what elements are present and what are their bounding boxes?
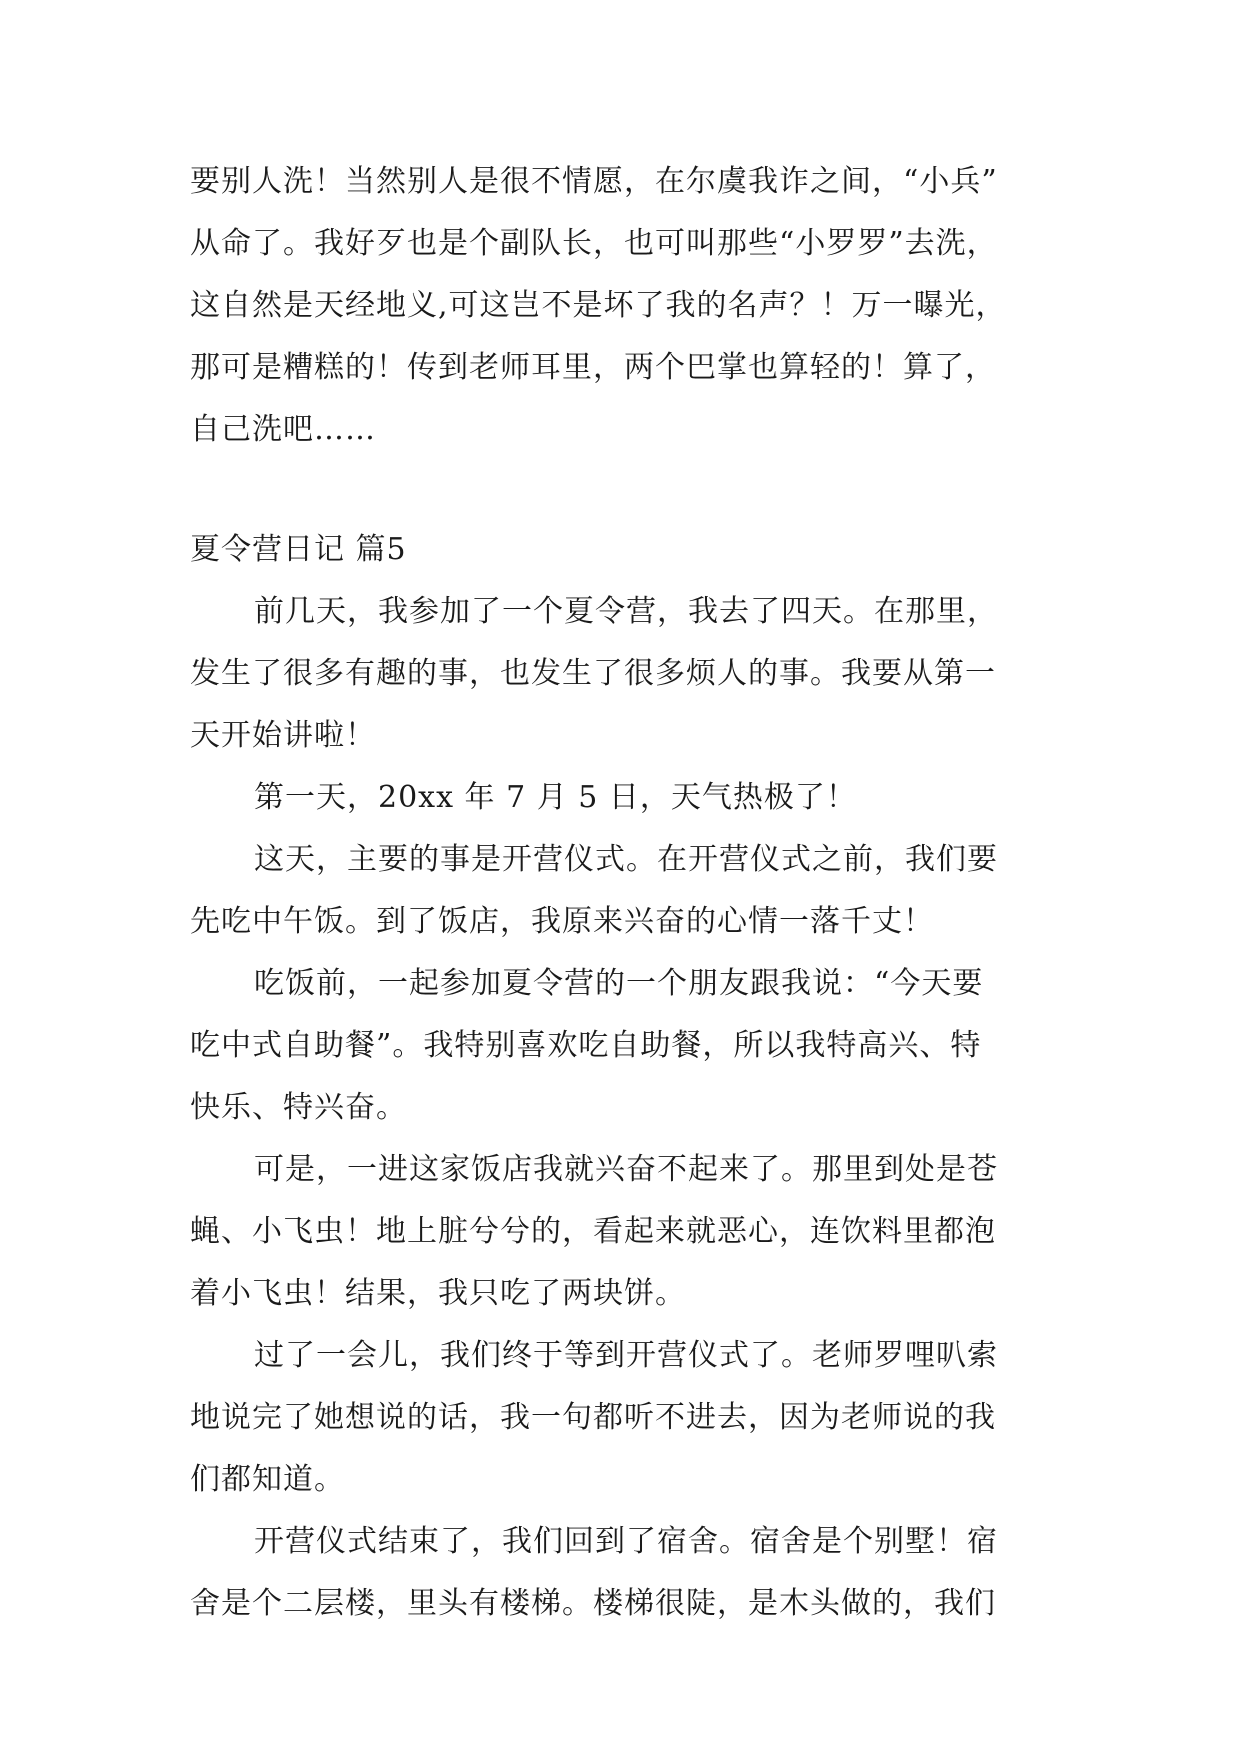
paragraph-first-line: 可是，一进这家饭店我就兴奋不起来了。那里到处是苍 xyxy=(254,1152,998,1187)
text-line: 舍是个二层楼，里头有楼梯。楼梯很陡，是木头做的，我们 xyxy=(190,1586,996,1621)
text-line: 从命了。我好歹也是个副队长，也可叫那些“小罗罗”去洗， xyxy=(190,226,998,261)
paragraph-first-line: 前几天，我参加了一个夏令营，我去了四天。在那里， xyxy=(254,594,998,629)
text-line: 蝇、小飞虫！地上脏兮兮的，看起来就恶心，连饮料里都泡 xyxy=(190,1214,996,1249)
text-line: 先吃中午饭。到了饭店，我原来兴奋的心情一落千丈！ xyxy=(190,904,934,939)
text-line: 要别人洗！当然别人是很不情愿，在尔虞我诈之间，“小兵” xyxy=(190,164,998,199)
paragraph-first-line: 开营仪式结束了，我们回到了宿舍。宿舍是个别墅！宿 xyxy=(254,1524,998,1559)
section-heading: 夏令营日记 篇5 xyxy=(190,532,407,567)
paragraph-first-line: 这天，主要的事是开营仪式。在开营仪式之前，我们要 xyxy=(254,842,998,877)
text-line: 着小飞虫！结果，我只吃了两块饼。 xyxy=(190,1276,686,1311)
paragraph-first-line: 过了一会儿，我们终于等到开营仪式了。老师罗哩叭索 xyxy=(254,1338,998,1373)
paragraph-first-line: 第一天，20xx 年 7 月 5 日，天气热极了！ xyxy=(254,780,857,815)
text-line: 自己洗吧…… xyxy=(190,412,376,447)
paragraph-first-line: 吃饭前，一起参加夏令营的一个朋友跟我说：“今天要 xyxy=(254,966,984,1001)
text-line: 天开始讲啦！ xyxy=(190,718,376,753)
text-line: 那可是糟糕的！传到老师耳里，两个巴掌也算轻的！算了， xyxy=(190,350,996,385)
text-line: 们都知道。 xyxy=(190,1462,345,1497)
text-line: 发生了很多有趣的事，也发生了很多烦人的事。我要从第一 xyxy=(190,656,996,691)
text-line: 地说完了她想说的话，我一句都听不进去，因为老师说的我 xyxy=(190,1400,996,1435)
text-line: 吃中式自助餐”。我特别喜欢吃自助餐，所以我特高兴、特 xyxy=(190,1028,982,1063)
text-line: 快乐、特兴奋。 xyxy=(190,1090,407,1125)
text-line: 这自然是天经地义,可这岂不是坏了我的名声？！万一曝光， xyxy=(190,288,1007,323)
